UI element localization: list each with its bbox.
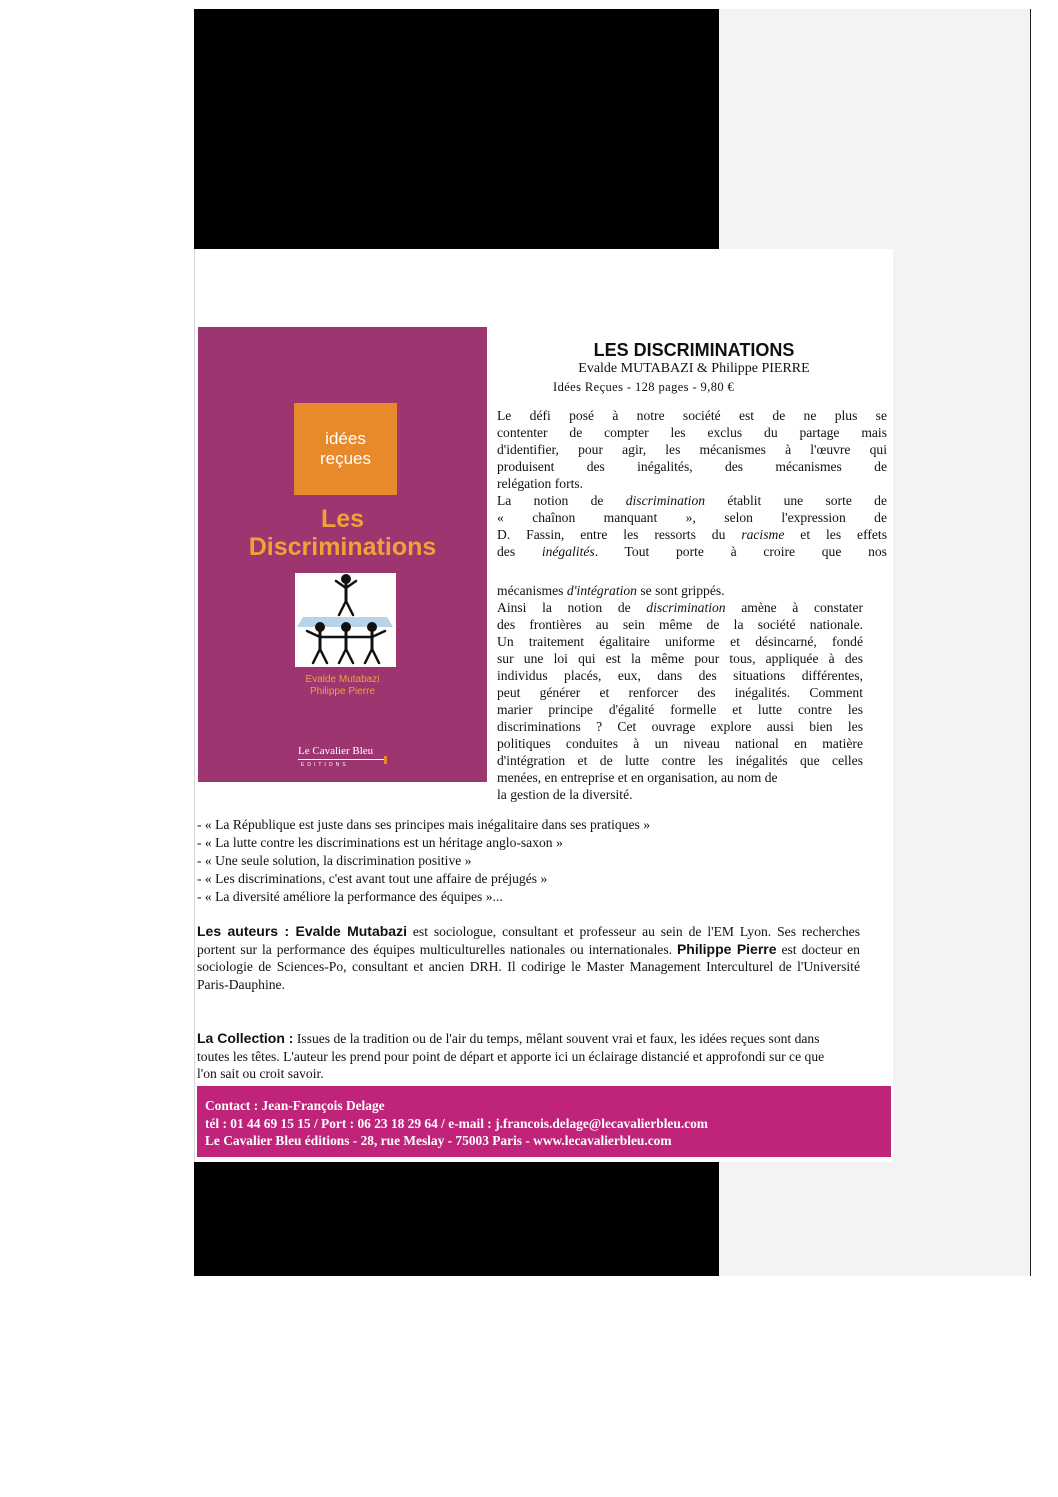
p1-line: relégation forts. (497, 476, 584, 491)
p1-line: contenter de compter les exclus du partage mais (497, 425, 887, 440)
p2-line2 (497, 599, 863, 616)
text-run: La notion de (497, 493, 626, 508)
italic-term: inégalités (541, 544, 595, 559)
list-item: - « La lutte contre les discriminations est un héritage anglo-saxon » (197, 835, 563, 850)
p2-line: d'intégration et de lutte contre les inégalités que celles (497, 753, 863, 768)
p2-line: menées, en entreprise et en organisation, au nom de (497, 770, 778, 785)
contact-address: Le Cavalier Bleu éditions - 28, rue Meslay - 75003 Paris - www.lecavalierbleu.com (205, 1133, 672, 1148)
text-run: Ainsi la notion de (497, 600, 647, 615)
cover-author2: Philippe Pierre (309, 686, 376, 697)
cover-badge-line2: reçues (319, 449, 372, 468)
p2-line: Un traitement égalitaire uniforme et désincarné, fondé (497, 634, 863, 649)
list-item: - « La diversité améliore la performance des équipes »... (197, 889, 503, 904)
p1b-line2: « chaînon manquant », selon l'expression de (497, 510, 887, 525)
cover-title-line1: Les (320, 505, 365, 533)
contact-name: Contact : Jean-François Delage (205, 1098, 385, 1113)
cover-illustration (295, 573, 396, 667)
p2-line1 (497, 582, 863, 599)
collection-text: Issues de la tradition ou de l'air du temps, mêlant souvent vrai et faux, les idées reçues sont dans toutes les têtes. L'auteur les prend pour point de départ et apporte ici un éclairage distancié et approfondi sur ce que l'on sait ou croit savoir. (197, 1031, 825, 1081)
cover-authors (198, 674, 487, 698)
p2-line: individus placés, eux, dans des situations différentes, (497, 668, 863, 683)
italic-term: racisme (741, 527, 785, 542)
stick-figures-icon (295, 573, 396, 667)
text-run: mécanismes (497, 583, 567, 598)
authors-label: Les auteurs : Evalde Mutabazi (197, 923, 407, 939)
italic-term: discrimination (625, 493, 706, 508)
collection-section (197, 1030, 837, 1083)
authors-section (197, 923, 860, 993)
cover-publisher-rule (298, 759, 386, 760)
list-item: - « La République est juste dans ses principes mais inégalitaire dans ses pratiques » (197, 817, 651, 832)
italic-term: discrimination (646, 600, 726, 615)
received-ideas-list (197, 816, 877, 906)
text-run: D. Fassin, entre les ressorts du (497, 527, 742, 542)
p1b-line3 (497, 526, 887, 543)
list-item: - « Une seule solution, la discrimination positive » (197, 853, 472, 868)
p2-line: discriminations ? Cet ouvrage explore aussi bien les (497, 719, 863, 734)
p1-line: produisent des inégalités, des mécanismes de (497, 459, 887, 474)
book-meta: Idées Reçues - 128 pages - 9,80 € (553, 380, 735, 394)
p1b-line1 (497, 492, 887, 509)
cover-editions: EDITIONS (301, 762, 349, 768)
p2-line: marier principe d'égalité formelle et lutte contre les (497, 702, 863, 717)
description-paragraph-1 (497, 407, 887, 560)
p2-line: politiques conduites à un niveau national en matière (497, 736, 863, 751)
description-paragraph-2 (497, 582, 863, 803)
italic-term: d'intégration (566, 583, 637, 598)
p1-line: d'identifier, pour agir, les mécanismes à l'œuvre qui (497, 442, 887, 457)
text-run: et les effets (784, 527, 887, 542)
cover-title (198, 505, 487, 561)
p1-line: Le défi posé à notre société est de ne plus se (497, 408, 887, 423)
p2-line: peut générer et renforcer des inégalités. Comment (497, 685, 863, 700)
book-title: LES DISCRIMINATIONS (593, 340, 795, 360)
list-item: - « Les discriminations, c'est avant tout une affaire de préjugés » (197, 871, 548, 886)
cover-title-line2: Discriminations (248, 533, 437, 561)
text-run: amène à constater (725, 600, 864, 615)
p1b-line4 (497, 543, 887, 560)
contact-box (197, 1086, 891, 1157)
collection-label: La Collection : (197, 1030, 294, 1046)
p2-line: sur une loi qui est la même pour tous, appliquée à des (497, 651, 863, 666)
cover-author1: Evalde Mutabazi (305, 674, 380, 685)
cover-publisher: Le Cavalier Bleu (298, 745, 374, 757)
text-run: se sont grippés. (636, 583, 725, 598)
p2-line: la gestion de la diversité. (497, 787, 633, 802)
text-run: des (497, 544, 542, 559)
contact-phone-email: tél : 01 44 69 15 15 / Port : 06 23 18 29 64 / e-mail : j.francois.delage@lecavalierbleu.com (205, 1116, 708, 1131)
authors-text1: est sociologue, consultant et professeur au sein de l'EM Lyon. Ses recherches portent sur la performance des équipes multiculturelles nationales ou internationales. (197, 924, 860, 957)
cover-publisher-mark (384, 756, 387, 764)
cover-badge-line1: idées (325, 429, 366, 448)
authors-text2: est docteur en sociologie de Sciences-Po, consultant et ancien DRH. Il codirige le Master Management Interculturel de l'Université Paris-Dauphine. (197, 941, 860, 992)
cover-badge (294, 403, 397, 495)
top-black-block (194, 9, 719, 249)
book-cover (198, 327, 487, 782)
text-run: établit une sorte de (705, 493, 887, 508)
author2-name: Philippe Pierre (676, 940, 777, 957)
bottom-black-block (194, 1162, 719, 1276)
text-run: . Tout porte à croire que nos (594, 544, 887, 559)
book-authors: Evalde MUTABAZI & Philippe PIERRE (578, 361, 810, 376)
p2-line: des frontières au sein même de la société nationale. (497, 617, 863, 632)
right-border-line (1030, 9, 1031, 1276)
